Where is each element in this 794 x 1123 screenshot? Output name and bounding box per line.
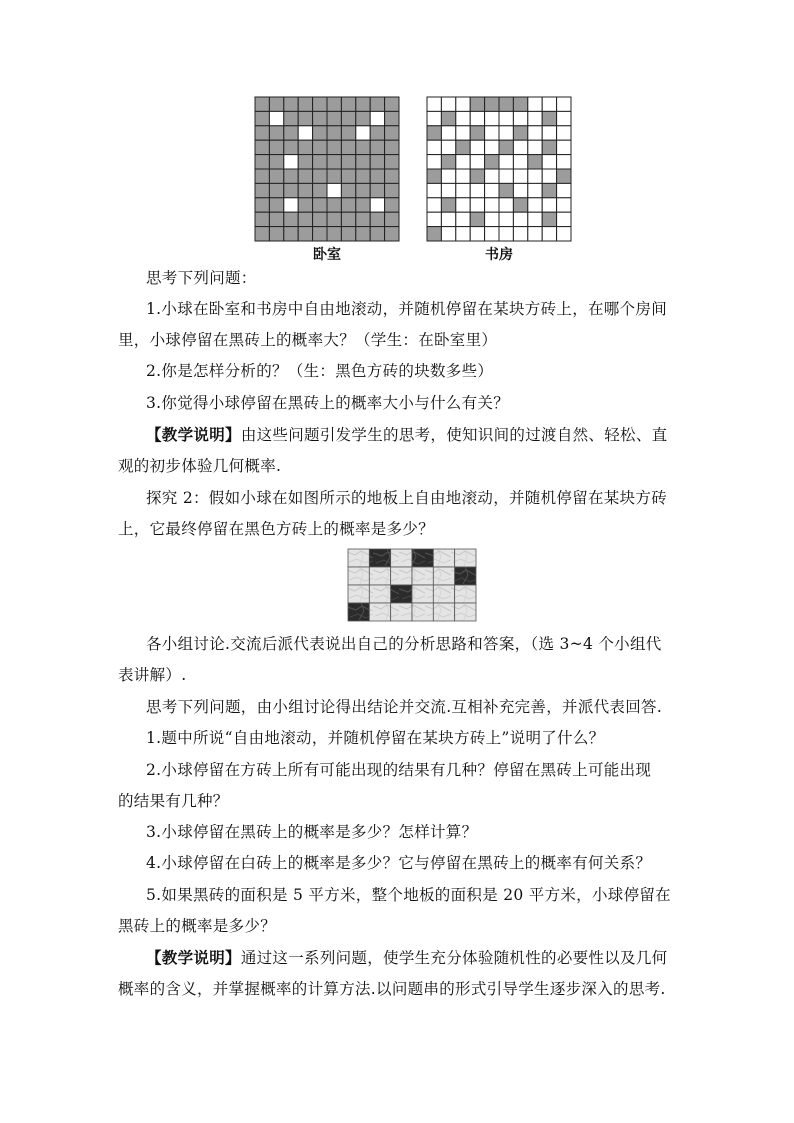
study-white-tile: [513, 155, 527, 169]
bedroom-black-tile: [313, 169, 327, 183]
study-white-tile: [557, 155, 571, 169]
teaching-note-1-line-1: [146, 425, 667, 445]
bedroom-black-tile: [255, 183, 269, 197]
study-white-tile: [528, 126, 542, 140]
bedroom-black-tile: [341, 140, 355, 154]
bedroom-black-tile: [284, 97, 298, 111]
study-black-tile: [499, 97, 513, 111]
bedroom-black-tile: [269, 126, 283, 140]
bedroom-black-tile: [385, 155, 399, 169]
study-white-tile: [513, 183, 527, 197]
bedroom-black-tile: [327, 198, 341, 212]
teaching-note-tag: 【教学说明】: [146, 425, 241, 444]
marble-black-tile: [369, 549, 390, 567]
marble-floor-figure: [347, 548, 477, 626]
bedroom-black-tile: [341, 227, 355, 241]
study-white-tile: [485, 140, 499, 154]
study-white-tile: [513, 111, 527, 125]
marble-white-tile: [391, 549, 412, 567]
study-white-tile: [456, 155, 470, 169]
study-white-tile: [456, 198, 470, 212]
bedroom-white-tile: [284, 155, 298, 169]
bedroom-black-tile: [284, 183, 298, 197]
bedroom-black-tile: [327, 140, 341, 154]
marble-black-tile: [348, 603, 369, 621]
question-intro: 思考下列问题：: [146, 269, 257, 287]
bedroom-black-tile: [356, 227, 370, 241]
study-white-tile: [499, 198, 513, 212]
bedroom-black-tile: [313, 183, 327, 197]
bedroom-black-tile: [269, 97, 283, 111]
bedroom-black-tile: [341, 183, 355, 197]
marble-white-tile: [369, 603, 390, 621]
marble-floor-svg: [347, 548, 477, 622]
study-white-tile: [427, 140, 441, 154]
study-white-tile: [441, 97, 455, 111]
discussion-question-1: 1.题中所说“自由地滚动，并随机停留在某块方砖上”说明了什么？: [146, 729, 605, 747]
study-white-tile: [470, 111, 484, 125]
bedroom-black-tile: [327, 155, 341, 169]
study-white-tile: [499, 126, 513, 140]
question-1-line-2: 里，小球停留在黑砖上的概率大？（学生：在卧室里）: [118, 331, 498, 349]
study-black-tile: [528, 155, 542, 169]
study-white-tile: [470, 140, 484, 154]
study-black-tile: [470, 97, 484, 111]
study-white-tile: [513, 140, 527, 154]
bedroom-white-tile: [284, 198, 298, 212]
study-grid-svg: [426, 96, 572, 242]
teaching-note-2-line-2: 概率的含义，并掌握概率的计算方法.以问题串的形式引导学生逐步深入的思考.: [118, 980, 666, 998]
study-white-tile: [427, 183, 441, 197]
bedroom-black-tile: [255, 155, 269, 169]
study-white-tile: [441, 140, 455, 154]
study-black-tile: [441, 111, 455, 125]
bedroom-black-tile: [313, 111, 327, 125]
bedroom-black-tile: [341, 198, 355, 212]
study-white-tile: [499, 212, 513, 226]
bedroom-white-tile: [370, 111, 384, 125]
question-3: 3.你觉得小球停留在黑砖上的概率大小与什么有关？: [146, 394, 509, 412]
marble-black-tile: [412, 549, 433, 567]
bedroom-black-tile: [255, 169, 269, 183]
bedroom-black-tile: [370, 140, 384, 154]
study-white-tile: [499, 111, 513, 125]
study-white-tile: [557, 212, 571, 226]
marble-white-tile: [455, 603, 476, 621]
study-black-tile: [485, 155, 499, 169]
marble-white-tile: [391, 603, 412, 621]
bedroom-black-tile: [269, 169, 283, 183]
bedroom-black-tile: [269, 227, 283, 241]
marble-white-tile: [433, 603, 454, 621]
study-white-tile: [528, 198, 542, 212]
discussion-question-2-line-1: 2.小球停留在方砖上所有可能出现的结果有几种？停留在黑砖上可能出现: [146, 761, 652, 779]
bedroom-black-tile: [385, 212, 399, 226]
study-black-tile: [470, 126, 484, 140]
study-black-tile: [441, 155, 455, 169]
bedroom-black-tile: [327, 169, 341, 183]
exploration-2-line-1: 探究 2：假如小球在如图所示的地板上自由地滚动，并随机停留在某块方砖: [146, 489, 667, 507]
bedroom-black-tile: [284, 126, 298, 140]
bedroom-black-tile: [327, 97, 341, 111]
study-black-tile: [542, 111, 556, 125]
study-white-tile: [557, 140, 571, 154]
bedroom-black-tile: [269, 212, 283, 226]
teaching-note-text: 通过这一系列问题，使学生充分体验随机性的必要性以及几何: [240, 949, 668, 967]
think-questions-intro: 思考下列问题，由小组讨论得出结论并交流.互相补充完善，并派代表回答.: [146, 698, 663, 716]
study-white-tile: [528, 183, 542, 197]
bedroom-black-tile: [356, 111, 370, 125]
bedroom-black-tile: [385, 183, 399, 197]
study-white-tile: [470, 155, 484, 169]
bedroom-black-tile: [255, 198, 269, 212]
study-white-tile: [456, 97, 470, 111]
bedroom-black-tile: [255, 140, 269, 154]
study-black-tile: [542, 183, 556, 197]
study-black-tile: [499, 183, 513, 197]
study-white-tile: [557, 198, 571, 212]
study-black-tile: [427, 169, 441, 183]
bedroom-black-tile: [298, 198, 312, 212]
study-white-tile: [542, 155, 556, 169]
study-white-tile: [557, 126, 571, 140]
teaching-note-2-line-1: [146, 948, 667, 968]
teaching-note-text: 由这些问题引发学生的思考，使知识间的过渡自然、轻松、直: [240, 426, 668, 444]
marble-white-tile: [433, 585, 454, 603]
study-black-tile: [513, 126, 527, 140]
bedroom-black-tile: [284, 227, 298, 241]
bedroom-black-tile: [370, 227, 384, 241]
study-black-tile: [470, 169, 484, 183]
marble-white-tile: [369, 585, 390, 603]
study-black-tile: [542, 140, 556, 154]
bedroom-black-tile: [327, 227, 341, 241]
marble-black-tile: [391, 585, 412, 603]
study-white-tile: [441, 126, 455, 140]
study-white-tile: [456, 227, 470, 241]
bedroom-black-tile: [284, 212, 298, 226]
marble-black-tile: [455, 567, 476, 585]
marble-white-tile: [348, 567, 369, 585]
bedroom-black-tile: [298, 140, 312, 154]
bedroom-black-tile: [370, 97, 384, 111]
study-white-tile: [528, 169, 542, 183]
bedroom-white-tile: [327, 183, 341, 197]
study-black-tile: [427, 227, 441, 241]
bedroom-black-tile: [356, 140, 370, 154]
study-black-tile: [513, 97, 527, 111]
bedroom-black-tile: [313, 155, 327, 169]
bedroom-black-tile: [370, 155, 384, 169]
bedroom-black-tile: [327, 111, 341, 125]
study-white-tile: [528, 140, 542, 154]
study-white-tile: [513, 169, 527, 183]
study-white-tile: [557, 183, 571, 197]
study-white-tile: [470, 198, 484, 212]
bedroom-black-tile: [313, 126, 327, 140]
study-white-tile: [528, 111, 542, 125]
bedroom-black-tile: [385, 126, 399, 140]
question-1-line-1: 1.小球在卧室和书房中自由地滚动，并随机停留在某块方砖上，在哪个房间: [146, 300, 667, 318]
bedroom-grid-svg: [254, 96, 400, 242]
marble-white-tile: [455, 585, 476, 603]
bedroom-black-tile: [298, 111, 312, 125]
study-white-tile: [427, 155, 441, 169]
marble-white-tile: [412, 603, 433, 621]
study-black-tile: [441, 198, 455, 212]
study-white-tile: [441, 183, 455, 197]
bedroom-black-tile: [284, 140, 298, 154]
study-white-tile: [470, 183, 484, 197]
study-white-tile: [456, 169, 470, 183]
tile-figures: [0, 96, 794, 266]
bedroom-black-tile: [327, 212, 341, 226]
teaching-note-tag: 【教学说明】: [146, 948, 241, 967]
bedroom-black-tile: [385, 227, 399, 241]
study-black-tile: [456, 140, 470, 154]
study-black-tile: [513, 198, 527, 212]
question-2: 2.你是怎样分析的？（生：黑色方砖的块数多些）: [146, 362, 494, 380]
bedroom-black-tile: [356, 212, 370, 226]
study-white-tile: [542, 169, 556, 183]
study-white-tile: [485, 198, 499, 212]
marble-white-tile: [348, 585, 369, 603]
marble-white-tile: [412, 585, 433, 603]
bedroom-black-tile: [313, 97, 327, 111]
bedroom-black-tile: [356, 155, 370, 169]
study-white-tile: [528, 227, 542, 241]
bedroom-black-tile: [370, 126, 384, 140]
marble-white-tile: [433, 549, 454, 567]
study-white-tile: [456, 212, 470, 226]
study-black-tile: [485, 97, 499, 111]
study-white-tile: [470, 227, 484, 241]
bedroom-black-tile: [269, 183, 283, 197]
study-white-tile: [499, 155, 513, 169]
bedroom-black-tile: [385, 169, 399, 183]
study-white-tile: [485, 126, 499, 140]
bedroom-black-tile: [370, 212, 384, 226]
bedroom-black-tile: [255, 111, 269, 125]
discussion-question-2-line-2: 的结果有几种？: [118, 792, 229, 810]
marble-white-tile: [391, 567, 412, 585]
study-white-tile: [528, 212, 542, 226]
bedroom-black-tile: [298, 169, 312, 183]
study-white-tile: [542, 198, 556, 212]
study-white-tile: [485, 212, 499, 226]
teaching-note-1-line-2: 观的初步体验几何概率.: [118, 457, 282, 475]
bedroom-black-tile: [255, 126, 269, 140]
study-white-tile: [427, 97, 441, 111]
bedroom-black-tile: [341, 169, 355, 183]
bedroom-black-tile: [255, 212, 269, 226]
discussion-question-4: 4.小球停留在白砖上的概率是多少？它与停留在黑砖上的概率有何关系？: [146, 854, 652, 872]
study-white-tile: [485, 227, 499, 241]
study-black-tile: [499, 140, 513, 154]
bedroom-white-tile: [370, 198, 384, 212]
bedroom-grid: [254, 96, 400, 242]
bedroom-black-tile: [341, 111, 355, 125]
bedroom-black-tile: [269, 198, 283, 212]
study-white-tile: [557, 97, 571, 111]
study-white-tile: [441, 212, 455, 226]
bedroom-black-tile: [298, 227, 312, 241]
study-white-tile: [542, 97, 556, 111]
study-grid: [426, 96, 572, 242]
study-black-tile: [427, 126, 441, 140]
bedroom-white-tile: [298, 126, 312, 140]
study-black-tile: [557, 169, 571, 183]
bedroom-black-tile: [385, 111, 399, 125]
study-white-tile: [456, 111, 470, 125]
exploration-2-line-2: 上，它最终停留在黑色方砖上的概率是多少？: [118, 520, 435, 538]
group-discussion-line-2: 表讲解）.: [118, 666, 187, 684]
bedroom-black-tile: [298, 155, 312, 169]
bedroom-black-tile: [255, 227, 269, 241]
study-white-tile: [427, 212, 441, 226]
study-white-tile: [441, 227, 455, 241]
bedroom-white-tile: [356, 126, 370, 140]
study-white-tile: [456, 126, 470, 140]
study-white-tile: [427, 198, 441, 212]
study-white-tile: [499, 227, 513, 241]
study-white-tile: [499, 169, 513, 183]
marble-white-tile: [455, 549, 476, 567]
bedroom-black-tile: [385, 97, 399, 111]
study-white-tile: [485, 169, 499, 183]
bedroom-black-tile: [313, 198, 327, 212]
marble-white-tile: [348, 549, 369, 567]
bedroom-white-tile: [269, 111, 283, 125]
study-white-tile: [528, 97, 542, 111]
bedroom-black-tile: [341, 212, 355, 226]
bedroom-black-tile: [313, 227, 327, 241]
bedroom-black-tile: [341, 155, 355, 169]
study-black-tile: [470, 212, 484, 226]
study-white-tile: [542, 126, 556, 140]
bedroom-black-tile: [356, 183, 370, 197]
study-white-tile: [513, 227, 527, 241]
study-white-tile: [557, 227, 571, 241]
discussion-question-5-line-2: 黑砖上的概率是多少？: [118, 917, 277, 935]
discussion-question-5-line-1: 5.如果黑砖的面积是 5 平方米，整个地板的面积是 20 平方米，小球停留在: [146, 886, 671, 904]
bedroom-black-tile: [370, 169, 384, 183]
bedroom-black-tile: [385, 198, 399, 212]
study-white-tile: [485, 183, 499, 197]
bedroom-black-tile: [298, 212, 312, 226]
bedroom-black-tile: [313, 212, 327, 226]
bedroom-black-tile: [356, 198, 370, 212]
bedroom-black-tile: [356, 169, 370, 183]
bedroom-black-tile: [370, 183, 384, 197]
study-white-tile: [456, 183, 470, 197]
bedroom-black-tile: [269, 140, 283, 154]
bedroom-black-tile: [284, 111, 298, 125]
bedroom-black-tile: [269, 155, 283, 169]
bedroom-black-tile: [327, 126, 341, 140]
marble-white-tile: [433, 567, 454, 585]
bedroom-black-tile: [255, 97, 269, 111]
bedroom-label: 卧室: [313, 247, 341, 263]
marble-white-tile: [412, 567, 433, 585]
study-white-tile: [427, 111, 441, 125]
study-white-tile: [441, 169, 455, 183]
study-white-tile: [485, 111, 499, 125]
study-white-tile: [513, 212, 527, 226]
marble-white-tile: [369, 567, 390, 585]
study-black-tile: [542, 212, 556, 226]
study-label: 书房: [485, 247, 513, 263]
bedroom-black-tile: [284, 169, 298, 183]
group-discussion-line-1: 各小组讨论.交流后派代表说出自己的分析思路和答案，（选 3~4 个小组代: [146, 635, 662, 653]
discussion-question-3: 3.小球停留在黑砖上的概率是多少？怎样计算？: [146, 823, 478, 841]
bedroom-black-tile: [298, 97, 312, 111]
bedroom-black-tile: [341, 126, 355, 140]
study-white-tile: [542, 227, 556, 241]
bedroom-black-tile: [356, 97, 370, 111]
study-white-tile: [557, 111, 571, 125]
bedroom-black-tile: [298, 183, 312, 197]
bedroom-black-tile: [341, 97, 355, 111]
bedroom-black-tile: [385, 140, 399, 154]
bedroom-black-tile: [313, 140, 327, 154]
